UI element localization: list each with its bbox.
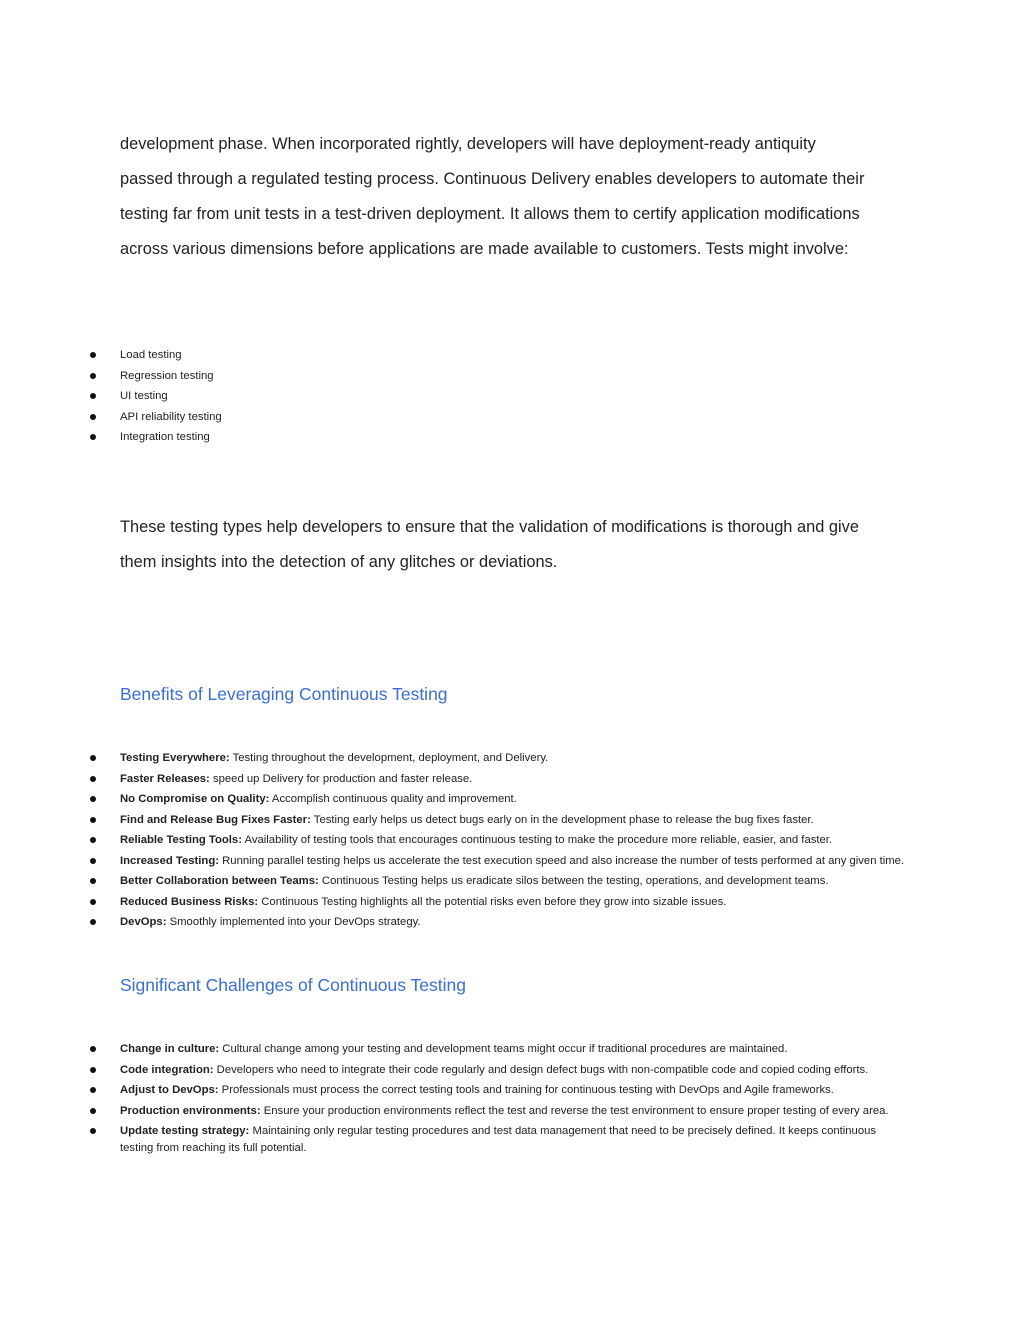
bullet-icon [90,1067,96,1073]
bullet-icon [90,1087,96,1093]
list-item [0,771,1024,788]
list-item [0,386,1024,407]
intro-line: passed through a regulated testing process. Continuous Delivery enables developers to automate their [120,170,865,188]
list-item [0,914,1024,931]
benefit-term: Better Collaboration between Teams: [120,875,319,887]
challenge-term: Update testing strategy: [120,1125,250,1137]
list-item [0,1103,1024,1120]
benefit-text: Availability of testing tools that encourages continuous testing to make the procedure more reliable, easier, and faster. [241,834,833,846]
challenge-text: Professionals must process the correct testing tools and training for continuous testing with DevOps and Agile frameworks. [218,1084,834,1096]
list-item [0,1123,1024,1156]
benefit-text: speed up Delivery for production and faster release. [209,772,473,785]
bullet-icon [90,434,96,440]
bullet-icon [90,1108,96,1114]
list-item [0,427,1024,448]
summary-line: These testing types help developers to ensure that the validation of modifications is thorough and give [120,518,859,536]
benefit-term: Testing Everywhere: [120,752,230,764]
bullet-icon [90,776,96,782]
benefit-term: Find and Release Bug Fixes Faster: [120,813,311,826]
bullet-icon [90,837,96,843]
benefits-heading: Benefits of Leveraging Continuous Testing [120,684,448,704]
benefit-text: Continuous Testing highlights all the potential risks even before they grow into sizable issues. [258,895,727,908]
benefit-text: Testing early helps us detect bugs early on in the development phase to release the bug fixes faster. [310,813,814,826]
list-item [0,345,1024,366]
bullet-icon [90,796,96,802]
summary-line: them insights into the detection of any glitches or deviations. [120,553,558,571]
benefit-text: Running parallel testing helps us accelerate the test execution speed and also increase the number of tests performed at any given time. [218,854,905,867]
challenge-term: Adjust to DevOps: [120,1084,219,1096]
list-item [0,791,1024,808]
intro-line: development phase. When incorporated rightly, developers will have deployment-ready antiquity [120,135,816,153]
bullet-icon [90,858,96,864]
bullet-icon [90,373,96,379]
benefit-term: Reliable Testing Tools: [120,834,242,846]
list-item [0,894,1024,911]
benefit-term: Reduced Business Risks: [120,895,259,908]
benefit-term: No Compromise on Quality: [120,793,270,805]
list-item-text: Integration testing [120,431,210,443]
list-item [0,1041,1024,1058]
benefit-term: Faster Releases: [120,772,210,785]
list-item-text: UI testing [120,390,168,402]
list-item-text: Regression testing [120,369,214,382]
list-item [0,832,1024,849]
bullet-icon [90,899,96,905]
challenge-text: Ensure your production environments reflect the test and reverse the test environment to ensure proper testing of every area. [260,1104,889,1117]
benefit-term: Increased Testing: [120,854,219,867]
challenge-text: Maintaining only regular testing procedures and test data management that need to be precisely defined. It keeps continuous testing from reaching its full potential. [120,1125,877,1154]
bullet-icon [90,352,96,358]
list-item [0,1062,1024,1079]
list-item-text: Load testing [120,349,182,361]
bullet-icon [90,1128,96,1134]
list-item [0,750,1024,767]
challenge-term: Code integration: [120,1063,214,1076]
challenge-text: Cultural change among your testing and development teams might occur if traditional procedures are maintained. [219,1043,788,1055]
list-item-text: API reliability testing [120,410,222,423]
list-item [0,873,1024,890]
benefits-list [0,750,1024,935]
intro-line: testing far from unit tests in a test-driven deployment. It allows them to certify application modifications [120,205,860,223]
bullet-icon [90,393,96,399]
intro-paragraph [120,127,920,267]
test-types-list [0,345,1024,448]
bullet-icon [90,878,96,884]
challenge-text: Developers who need to integrate their code regularly and design defect bugs with non-compatible code and copied coding efforts. [213,1063,869,1076]
bullet-icon [90,414,96,420]
summary-paragraph [120,510,920,580]
list-item [0,366,1024,387]
challenge-term: Change in culture: [120,1043,220,1055]
bullet-icon [90,919,96,925]
benefit-text: Continuous Testing helps us eradicate silos between the testing, operations, and development teams. [318,875,829,887]
challenges-heading: Significant Challenges of Continuous Testing [120,975,467,995]
bullet-icon [90,1046,96,1052]
bullet-icon [90,755,96,761]
list-item [0,853,1024,870]
list-item [0,1082,1024,1099]
benefit-text: Accomplish continuous quality and improvement. [269,793,517,805]
challenge-term: Production environments: [120,1104,261,1117]
list-item [0,812,1024,829]
bullet-icon [90,817,96,823]
list-item [0,407,1024,428]
benefit-text: Smoothly implemented into your DevOps strategy. [166,916,421,928]
intro-line: across various dimensions before applications are made available to customers. Tests might involve: [120,240,849,258]
challenges-list [0,1041,1024,1160]
benefit-term: DevOps: [120,916,167,928]
benefit-text: Testing throughout the development, deployment, and Delivery. [229,752,549,764]
